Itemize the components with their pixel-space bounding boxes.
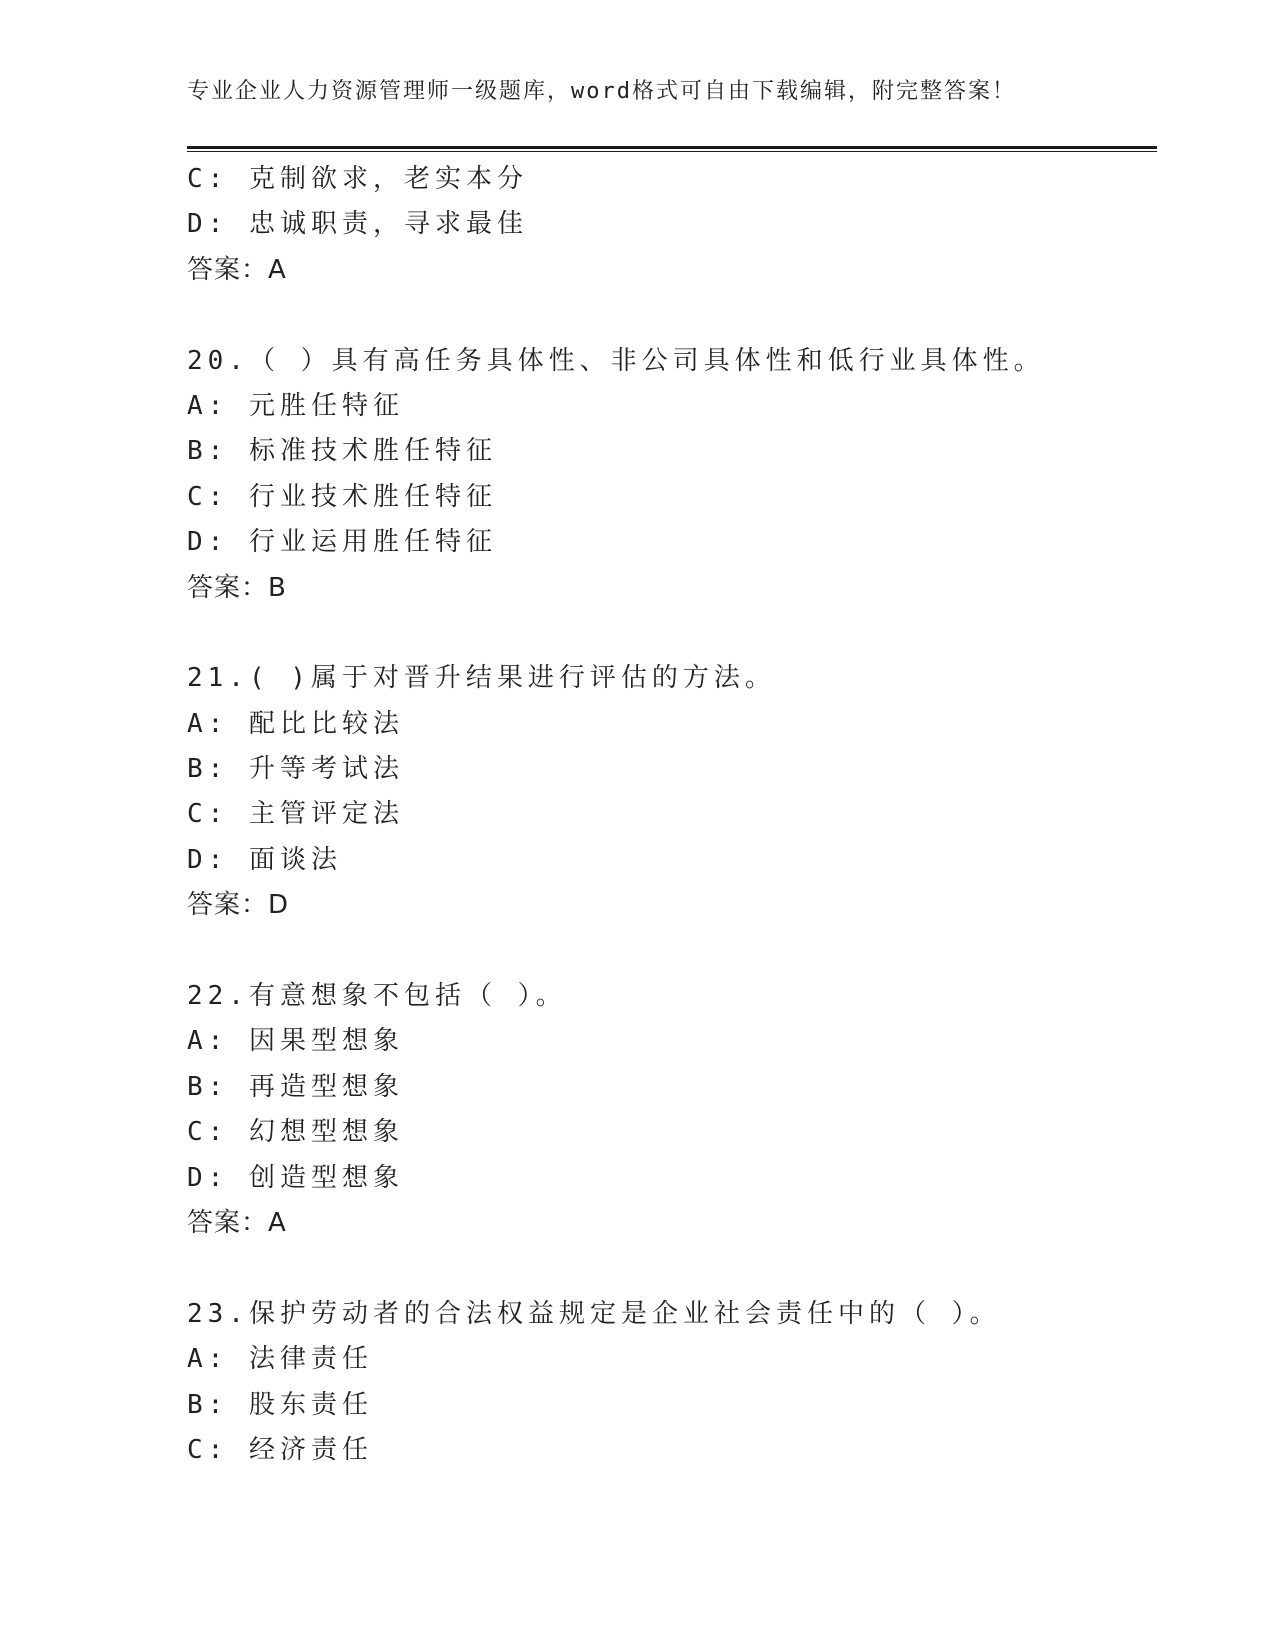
answer: 答案：B bbox=[187, 572, 287, 603]
option-b: B: 股东责任 bbox=[187, 1389, 373, 1420]
spacer bbox=[187, 293, 1157, 338]
answer: 答案：A bbox=[187, 254, 287, 285]
option-a: A: 因果型想象 bbox=[187, 1026, 404, 1057]
question-stem: 21.( )属于对晋升结果进行评估的方法。 bbox=[187, 663, 776, 694]
option-d: D: 忠诚职责，寻求最佳 bbox=[187, 209, 528, 240]
option-b: B: 升等考试法 bbox=[187, 754, 404, 785]
answer: 答案：D bbox=[187, 890, 290, 921]
question-content bbox=[187, 157, 1157, 1473]
option-c: C: 主管评定法 bbox=[187, 799, 404, 830]
option-c: C: 行业技术胜任特征 bbox=[187, 481, 497, 512]
spacer bbox=[187, 929, 1157, 974]
option-b: B: 标准技术胜任特征 bbox=[187, 436, 497, 467]
header-rule-thick bbox=[187, 146, 1157, 149]
option-d: D: 面谈法 bbox=[187, 844, 342, 875]
option-c: C: 幻想型想象 bbox=[187, 1117, 404, 1148]
spacer bbox=[187, 611, 1157, 656]
option-a: A: 元胜任特征 bbox=[187, 390, 404, 421]
answer: 答案：A bbox=[187, 1207, 287, 1238]
option-a: A: 法律责任 bbox=[187, 1344, 373, 1375]
question-stem: 23.保护劳动者的合法权益规定是企业社会责任中的（ ）。 bbox=[187, 1298, 1001, 1329]
option-d: D: 行业运用胜任特征 bbox=[187, 527, 497, 558]
option-d: D: 创造型想象 bbox=[187, 1162, 404, 1193]
spacer bbox=[187, 1246, 1157, 1291]
page-header: 专业企业人力资源管理师一级题库，word格式可自由下载编辑，附完整答案！ bbox=[187, 79, 1016, 104]
header-rule-thin bbox=[187, 151, 1157, 152]
option-c: C: 克制欲求，老实本分 bbox=[187, 164, 528, 194]
option-c: C: 经济责任 bbox=[187, 1434, 373, 1465]
option-a: A: 配比比较法 bbox=[187, 708, 404, 739]
option-b: B: 再造型想象 bbox=[187, 1071, 404, 1102]
question-stem: 20.（ ）具有高任务具体性、非公司具体性和低行业具体性。 bbox=[187, 345, 1045, 376]
question-stem: 22.有意想象不包括（ ）。 bbox=[187, 981, 567, 1012]
